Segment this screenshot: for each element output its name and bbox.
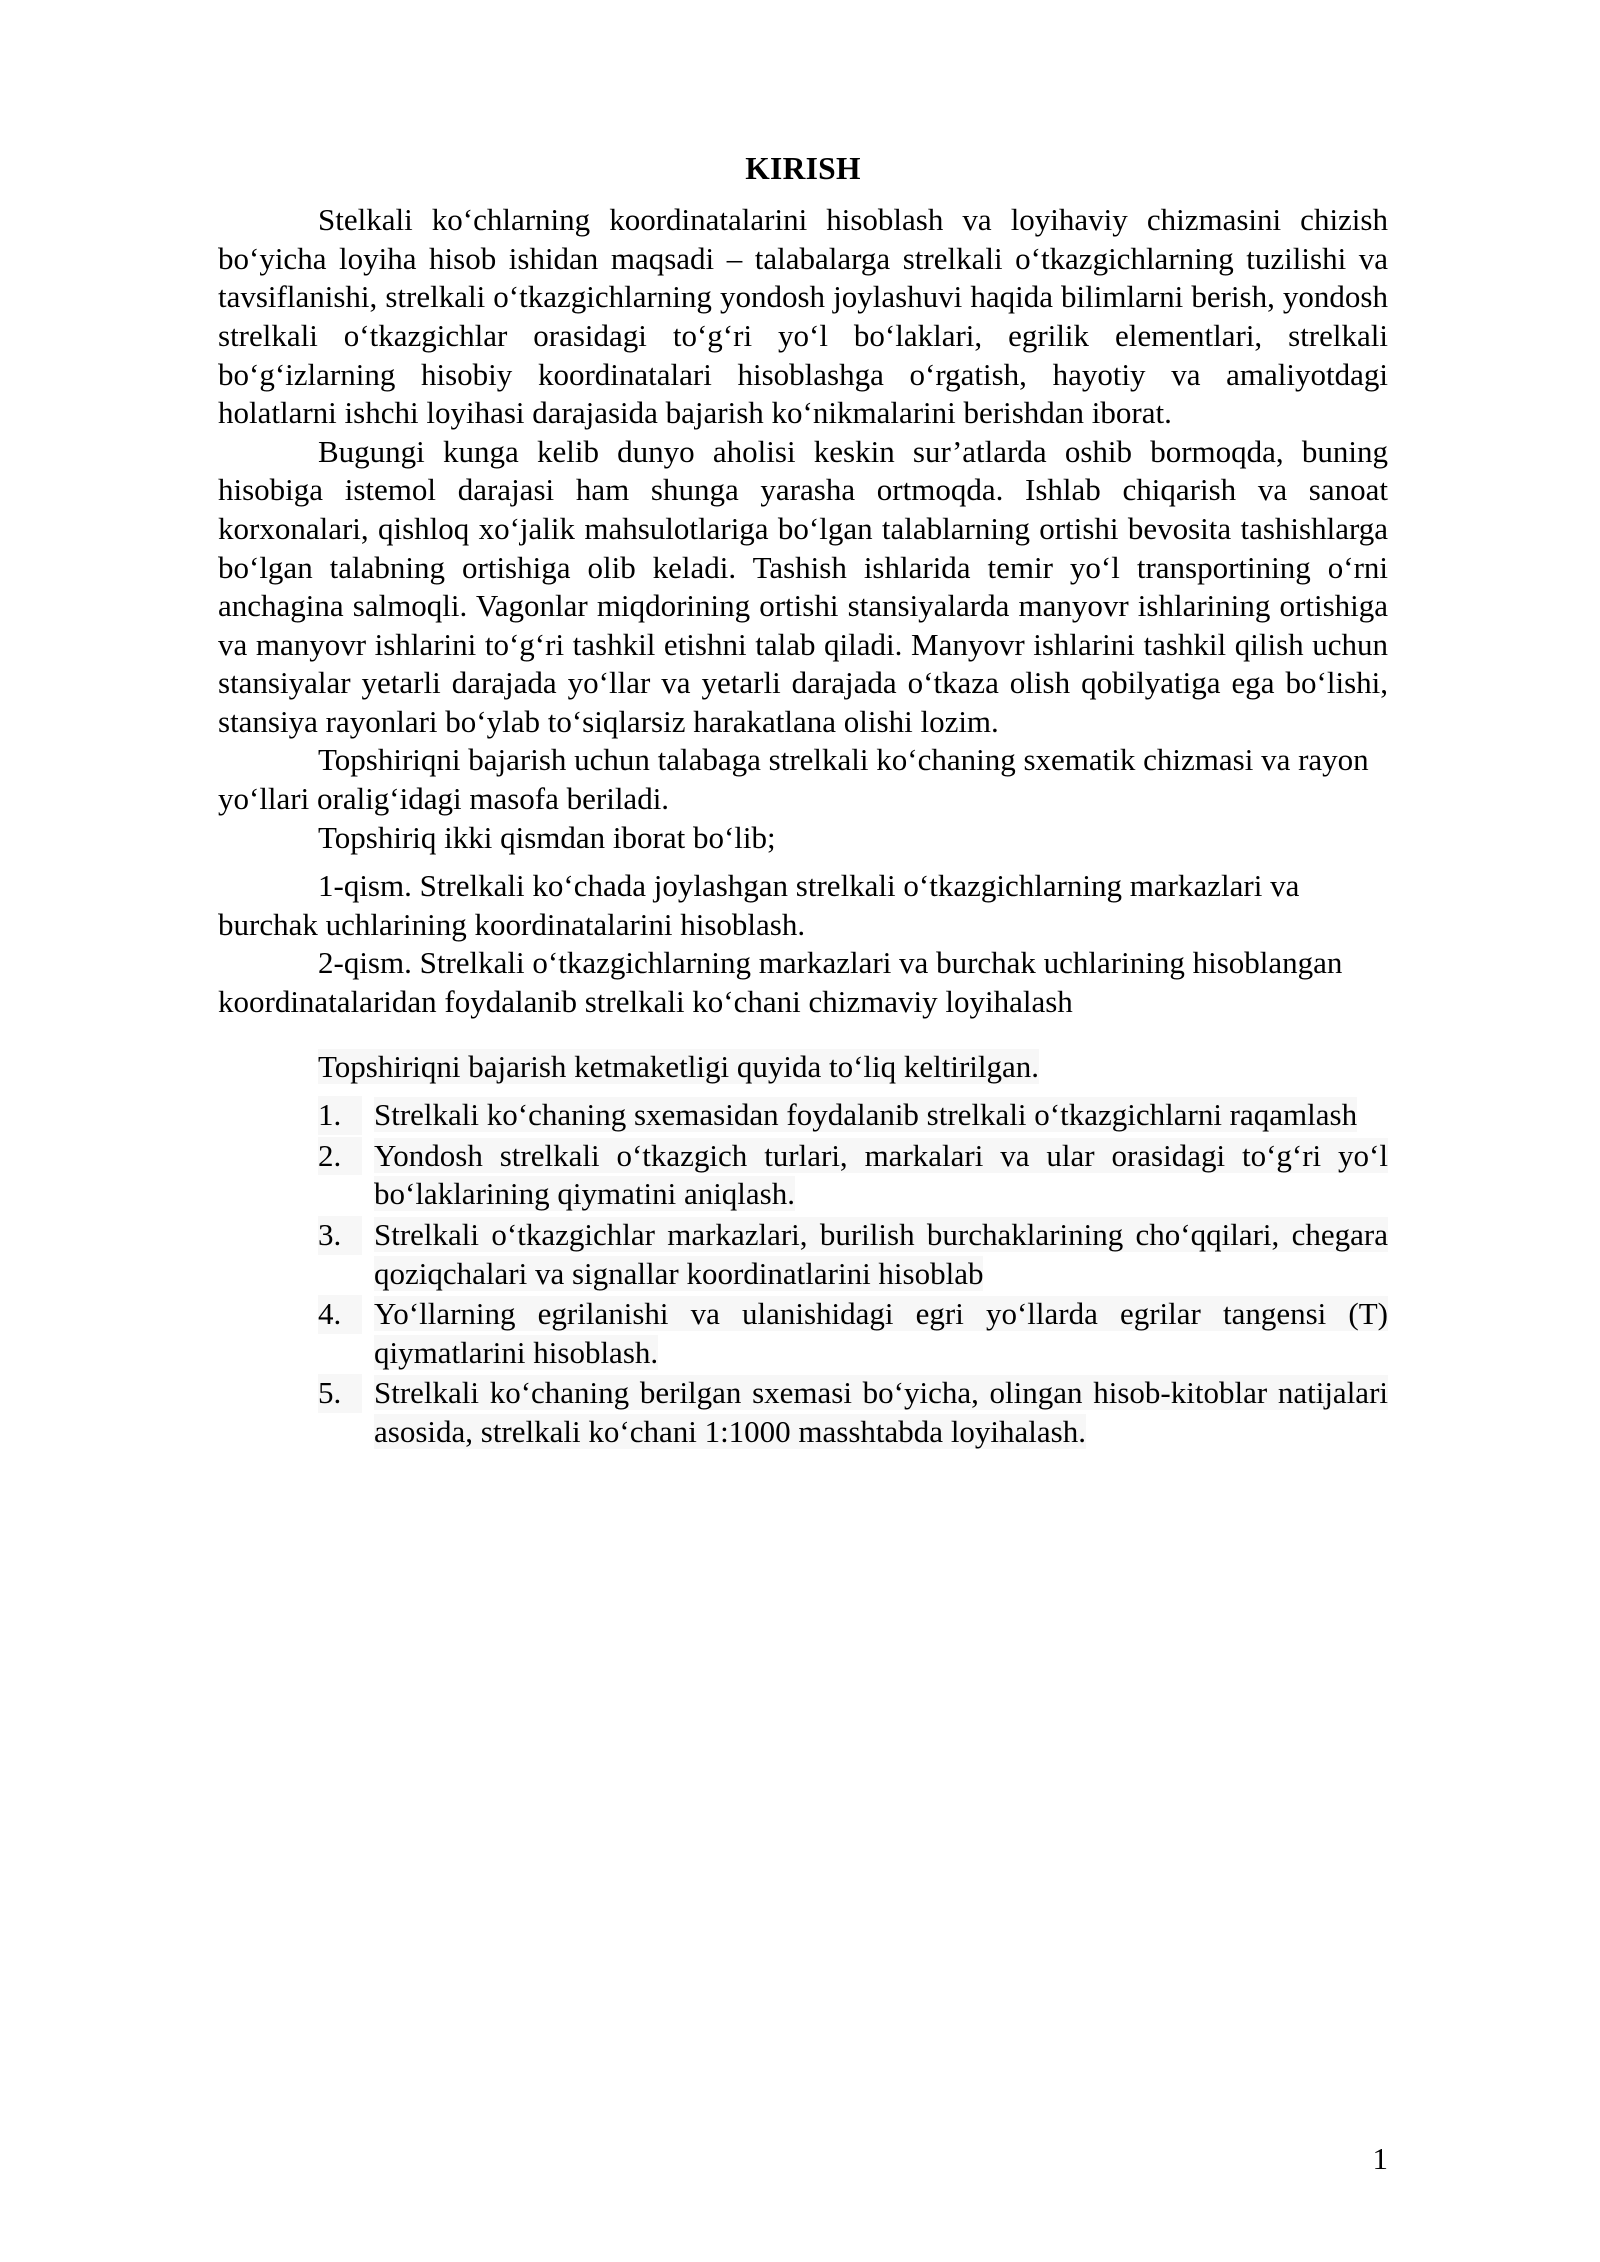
page-title: KIRISH [745, 151, 861, 186]
paragraph-background: Bugungi kunga kelib dunyo aholisi keskin sur’atlarda oshib bormoqda, buning hisobiga istemol darajasi ham shunga yarasha ortmoqda. Ishlab chiqarish va sanoat korxonalari, qishloq xo‘jalik mahsulotlariga bo‘lgan talablarning ortishi bevosita tashishlarga bo‘lgan talabning ortishiga olib keladi. Tashish ishlarida temir yo‘l transportining o‘rni anchagina salmoqli. Vagonlar miqdorining ortishi stansiyalarda manyovr ishlarining ortishiga va manyovr ishlarini to‘g‘ri tashkil etishni talab qiladi. Manyovr ishlarini tashkil qilish uchun stansiyalar yetarli darajada yo‘llar va yetarli darajada o‘tkaza olish qobilyatiga ega bo‘lishi, stansiya rayonlari bo‘ylab to‘siqlarsiz harakatlana olishi lozim. [218, 433, 1388, 739]
step-text: Yondosh strelkali o‘tkazgich turlari, markalari va ular orasidagi to‘g‘ri yo‘l bo‘laklarining qiymatini aniqlash. [374, 1137, 1388, 1212]
step-text: Strelkali ko‘chaning berilgan sxemasi bo‘yicha, olingan hisob-kitoblar natijalari asosida, strelkali ko‘chani 1:1000 masshtabda loyihalash. [374, 1375, 1388, 1449]
paragraph-task-input: Topshiriqni bajarish uchun talabaga strelkali ko‘chaning sxematik chizmasi va rayon yo‘llari oralig‘idagi masofa beriladi. [218, 742, 1369, 817]
paragraph-purpose: Stelkali ko‘chlarning koordinatalarini hisoblash va loyihaviy chizmasini chizish bo‘yicha loyiha hisob ishidan maqsadi – talabalarga strelkali o‘tkazgichlarning tuzilishi va tavsiflanishi, strelkali o‘tkazgichlarning yondosh joylashuvi haqida bilimlarni berish, yondosh strelkali o‘tkazgichlar orasidagi to‘g‘ri yo‘l bo‘laklari, egrilik elementlari, strelkali bo‘g‘izlarning hisobiy koordinatalari hisoblashga o‘rgatish, hayotiy va amaliyotdagi holatlarni ishchi loyihasi darajasida bajarish ko‘nikmalarini berishdan iborat. [218, 202, 1388, 431]
step-text: Yo‘llarning egrilanishi va ulanishidagi egri yo‘llarda egrilar tangensi (T) qiymatlarini hisoblash. [374, 1296, 1388, 1370]
spacer [218, 1086, 1388, 1096]
steps-list [218, 1096, 1388, 1451]
steps-intro-text: Topshiriqni bajarish ketmaketligi quyida to‘liq keltirilgan. [318, 1048, 1040, 1084]
list-item [318, 1374, 1388, 1451]
paragraph-part-2: 2-qism. Strelkali o‘tkazgichlarning markazlari va burchak uchlarining hisoblangan koordinatalaridan foydalanib strelkali ko‘chani chizmaviy loyihalash [218, 945, 1343, 1020]
list-item [318, 1137, 1388, 1214]
list-item [318, 1295, 1388, 1372]
page-number: 1 [1372, 2141, 1388, 2176]
paragraph-two-parts: Topshiriq ikki qismdan iborat bo‘lib; [318, 819, 776, 855]
step-text: Strelkali o‘tkazgichlar markazlari, burilish burchaklarining cho‘qqilari, chegara qoziqchalari va signallar koordinatlarini hisoblab [374, 1217, 1388, 1291]
list-item [318, 1096, 1388, 1135]
spacer [218, 857, 1388, 867]
spacer [218, 1022, 1388, 1048]
paragraph-part-1: 1-qism. Strelkali ko‘chada joylashgan strelkali o‘tkazgichlarning markazlari va burchak uchlarining koordinatalarini hisoblash. [218, 868, 1300, 942]
steps-intro [218, 1048, 1388, 1087]
step-text: Strelkali ko‘chaning sxemasidan foydalanib strelkali o‘tkazgichlarni raqamlash [374, 1097, 1358, 1133]
list-item [318, 1216, 1388, 1293]
